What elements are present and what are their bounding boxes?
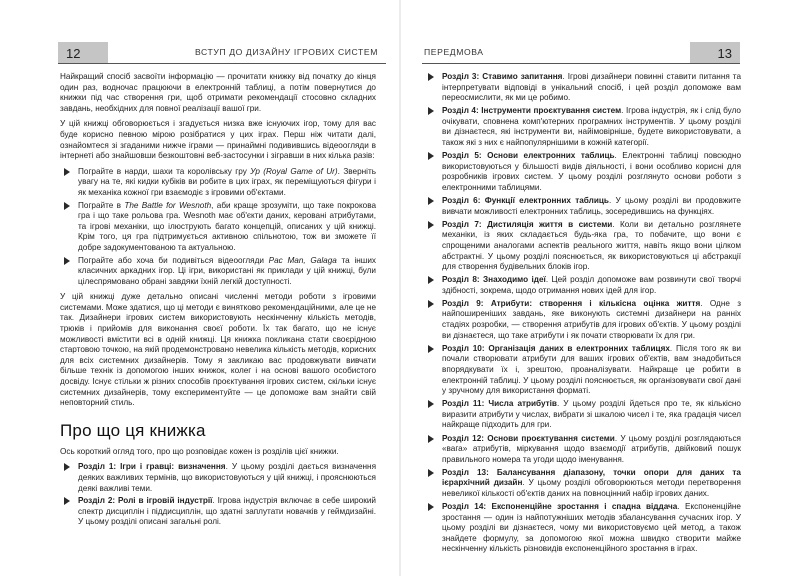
header-rule <box>422 63 740 64</box>
bullet-triangle-icon <box>64 202 70 210</box>
right-page <box>400 0 800 576</box>
bullet-triangle-icon <box>428 300 434 308</box>
bullet-triangle-icon <box>428 469 434 477</box>
bullet-triangle-icon <box>428 345 434 353</box>
bullet-triangle-icon <box>64 463 70 471</box>
list-item: Розділ 13: Балансування діапазону, точки опори для даних та ієрархічний дизайн. У цьому розділі обговорюються методи перетворення невеликої кількості об'єктів даних на повноцінний набір ігрових даних. <box>424 468 741 500</box>
list-item: Розділ 7: Дистиляція життя в системи. Коли ви детально розглянете механіки, із яких складається будь-яка гра, то побачите, що вони є спрощеними аналогами аспектів реального життя, навіть якщо вони цілком абстрактні. У цьому розділі пояснюється, як використовуються ці абстракції для створення будівельних блоків ігор. <box>424 220 741 273</box>
right-page-header <box>422 42 740 64</box>
bullet-triangle-icon <box>428 276 434 284</box>
bullet-triangle-icon <box>428 503 434 511</box>
list-item: Розділ 1: Ігри і гравці: визначення. У цьому розділі дається визначення деяких важливих термінів, що використовуються у цій книжці, і прояснюються деякі важливі теми. <box>60 462 376 494</box>
bullet-triangle-icon <box>428 197 434 205</box>
list-item: Розділ 6: Функції електронних таблиць. У цьому розділі ви продовжите вивчати можливості електронних таблиць, зосередившись на функціях. <box>424 196 741 217</box>
list-item: Розділ 11: Числа атрибутів. У цьому розділі йдеться про те, як кількісно виразити атрибути у числах, вибрати зі шкалою чисел і те, яка градація чисел найкраще підходить для гри. <box>424 399 741 431</box>
list-item: Пограйте в нарди, шахи та королівську гру Ур (Royal Game of Ur). Зверніть увагу на те, які кидки кубіків ви робите в цих іграх, як переміщуються фігури і як механіка кожної гри взаємодіє з ігровими об'єктами. <box>60 167 376 199</box>
bullet-triangle-icon <box>428 107 434 115</box>
header-rule <box>58 63 386 64</box>
list-item: Пограйте або хоча би подивіться відеоогляди Pac Man, Galaga та інших класичних аркадних ігор. Ці ігри, використані як приклади у цій книжці, були цілеспрямовано обрані завдяки їхній легкій доступності. <box>60 256 376 288</box>
list-item: Розділ 9: Атрибути: створення і кількісна оцінка життя. Одне з найпоширеніших завдань, яке виконують системні дизайнери на ранніх стадіях розробки, — створення атрибутів для ігрових об'єктів. У цьому розділі ви дізнаєтеся, що таке атрибути і як почати створювати їх для гри. <box>424 299 741 341</box>
list-item: Розділ 4: Інструменти проєктування систем. Ігрова індустрія, як і слід було очікувати, сповнена комп'ютерних програмних інструментів. У цьому розділі ви дізнаєтеся, які інструменти ви, найімовірніше, будете використовувати, а також які з них є найпопулярнішими в кожній категорії. <box>424 106 741 148</box>
paragraph: У цій книжці обговорюється і згадується низка вже існуючих ігор, тому для вас буде корисно певною мірою розібратися у цих іграх. Перш ніж читати далі, ознайомтеся зі згаданими нижче іграми — принаймні подивившись відеоогляди в інтернеті або знайшовши безкоштовні веб-застосунки і зігравши в них кілька разів: <box>60 119 376 161</box>
bullet-triangle-icon <box>64 257 70 265</box>
running-title: ВСТУП ДО ДИЗАЙНУ ІГРОВИХ СИСТЕМ <box>194 47 378 57</box>
bullet-triangle-icon <box>428 152 434 160</box>
list-item: Розділ 8: Знаходимо ідеї. Цей розділ допоможе вам розвинути свої творчі здібності, зокрема, щодо отримання нових ідей для ігор. <box>424 275 741 296</box>
list-item: Розділ 5: Основи електронних таблиць. Електронні таблиці повсюдно використовуються у більшості видів діяльності, і вони особливо корисні для розробників ігрових систем. У цьому розділі розглянуто основи роботи з електронними таблицями. <box>424 151 741 193</box>
page-number: 13 <box>690 42 740 64</box>
bullet-triangle-icon <box>428 435 434 443</box>
paragraph: У цій книжці дуже детально описані численні методи роботи з ігровими системами. Може здатися, що ці методи є винятково рекомендаційними, але це не так. Дизайнери ігрових систем використовують нескінченну кількість методів, трюків і прийомів для виконання своєї роботи. Їх так багато, що не існує можливості вмістити всі в одній книжці. Ця книжка покликана стати своєрідною стартовою точкою, на якій продемонстровано невелика кількість методів, корисних для всіх системних дизайнерів. Тому я закликаю вас продовжувати вивчати більше технік із допомогою інших книжок, колег і на основі вашого особистого досвіду. Існує стільки ж різних способів проєктування ігрових систем, скільки існує системних дизайнерів, тому експериментуйте — це допоможе вам знайти свій неповторний стиль. <box>60 292 376 408</box>
paragraph: Ось короткий огляд того, про що розповідає кожен із розділів цієї книжки. <box>60 446 339 456</box>
list-item: Пограйте в The Battle for Wesnoth, аби краще зрозуміти, що таке покрокова гра і що таке рольова гра. Wesnoth має об'єкти даних, керовані атрибутами, та ігрові механіки, що ілюструють багато концепцій, описаних у цій книжці. Крім того, ця гра підтримується активною спільнотою, тож ви зможете її добре задокументованою та актуальною. <box>60 201 376 254</box>
page-number: 12 <box>58 42 108 64</box>
list-item: Розділ 2: Ролі в ігровій індустрії. Ігрова індустрія включає в себе широкий спектр дисциплін і піддисциплін, що здатні заплутати новачків у геймдизайні. У цьому розділі описані загальні ролі. <box>60 496 376 528</box>
paragraph: Найкращий спосіб засвоїти інформацію — прочитати книжку від початку до кінця один раз, водночас працюючи в електронній таблиці, а потім повернутися до книжки під час створення гри, щоб отримати рекомендації стосовно складних завдань, необхідних для повної реалізації вашої гри. <box>60 72 376 113</box>
games-list <box>60 167 376 288</box>
bullet-triangle-icon <box>428 221 434 229</box>
list-item: Розділ 3: Ставимо запитання. Ігрові дизайнери повинні ставити питання та інтерпретувати відповіді в унікальний спосіб, і цей розділ допоможе вам переосмислити, як ми це робимо. <box>424 72 741 104</box>
bullet-triangle-icon <box>428 400 434 408</box>
chapter-list <box>60 462 376 528</box>
chapter-list <box>424 72 741 555</box>
list-item: Розділ 14: Експоненційне зростання і спадна віддача. Експоненційне зростання — один із найпотужніших методів збалансування сучасних ігор. У цьому розділі ви дізнаєтеся, чому ми використовуємо цей метод, а також знайдете формулу, за допомогою якої можна швидко створити майже нескінченну кількість різновидів експоненційного зростання в іграх. <box>424 502 741 555</box>
section-heading: Про що ця книжка <box>60 420 206 440</box>
list-item: Розділ 12: Основи проєктування системи. У цьому розділі розглядаються «вага» атрибутів, міркування щодо взаємодії атрибутів, двійковий пошук правильного номера та угоди щодо іменування. <box>424 434 741 466</box>
running-title: ПЕРЕДМОВА <box>424 47 484 57</box>
right-page-content <box>424 72 741 560</box>
list-item: Розділ 10: Організація даних в електронних таблицях. Після того як ви почали створювати атрибути для ваших ігрових об'єктів, вам знадобиться впорядкувати їх і, зрештою, проаналізувати. Найкраще це робити в електронній таблиці. У цьому розділі пояснюється, як організовувати свої дані у зручному для використання форматі. <box>424 344 741 397</box>
bullet-triangle-icon <box>428 73 434 81</box>
left-page-content <box>60 72 376 533</box>
bullet-triangle-icon <box>64 168 70 176</box>
left-page-header <box>58 42 386 64</box>
bullet-triangle-icon <box>64 497 70 505</box>
